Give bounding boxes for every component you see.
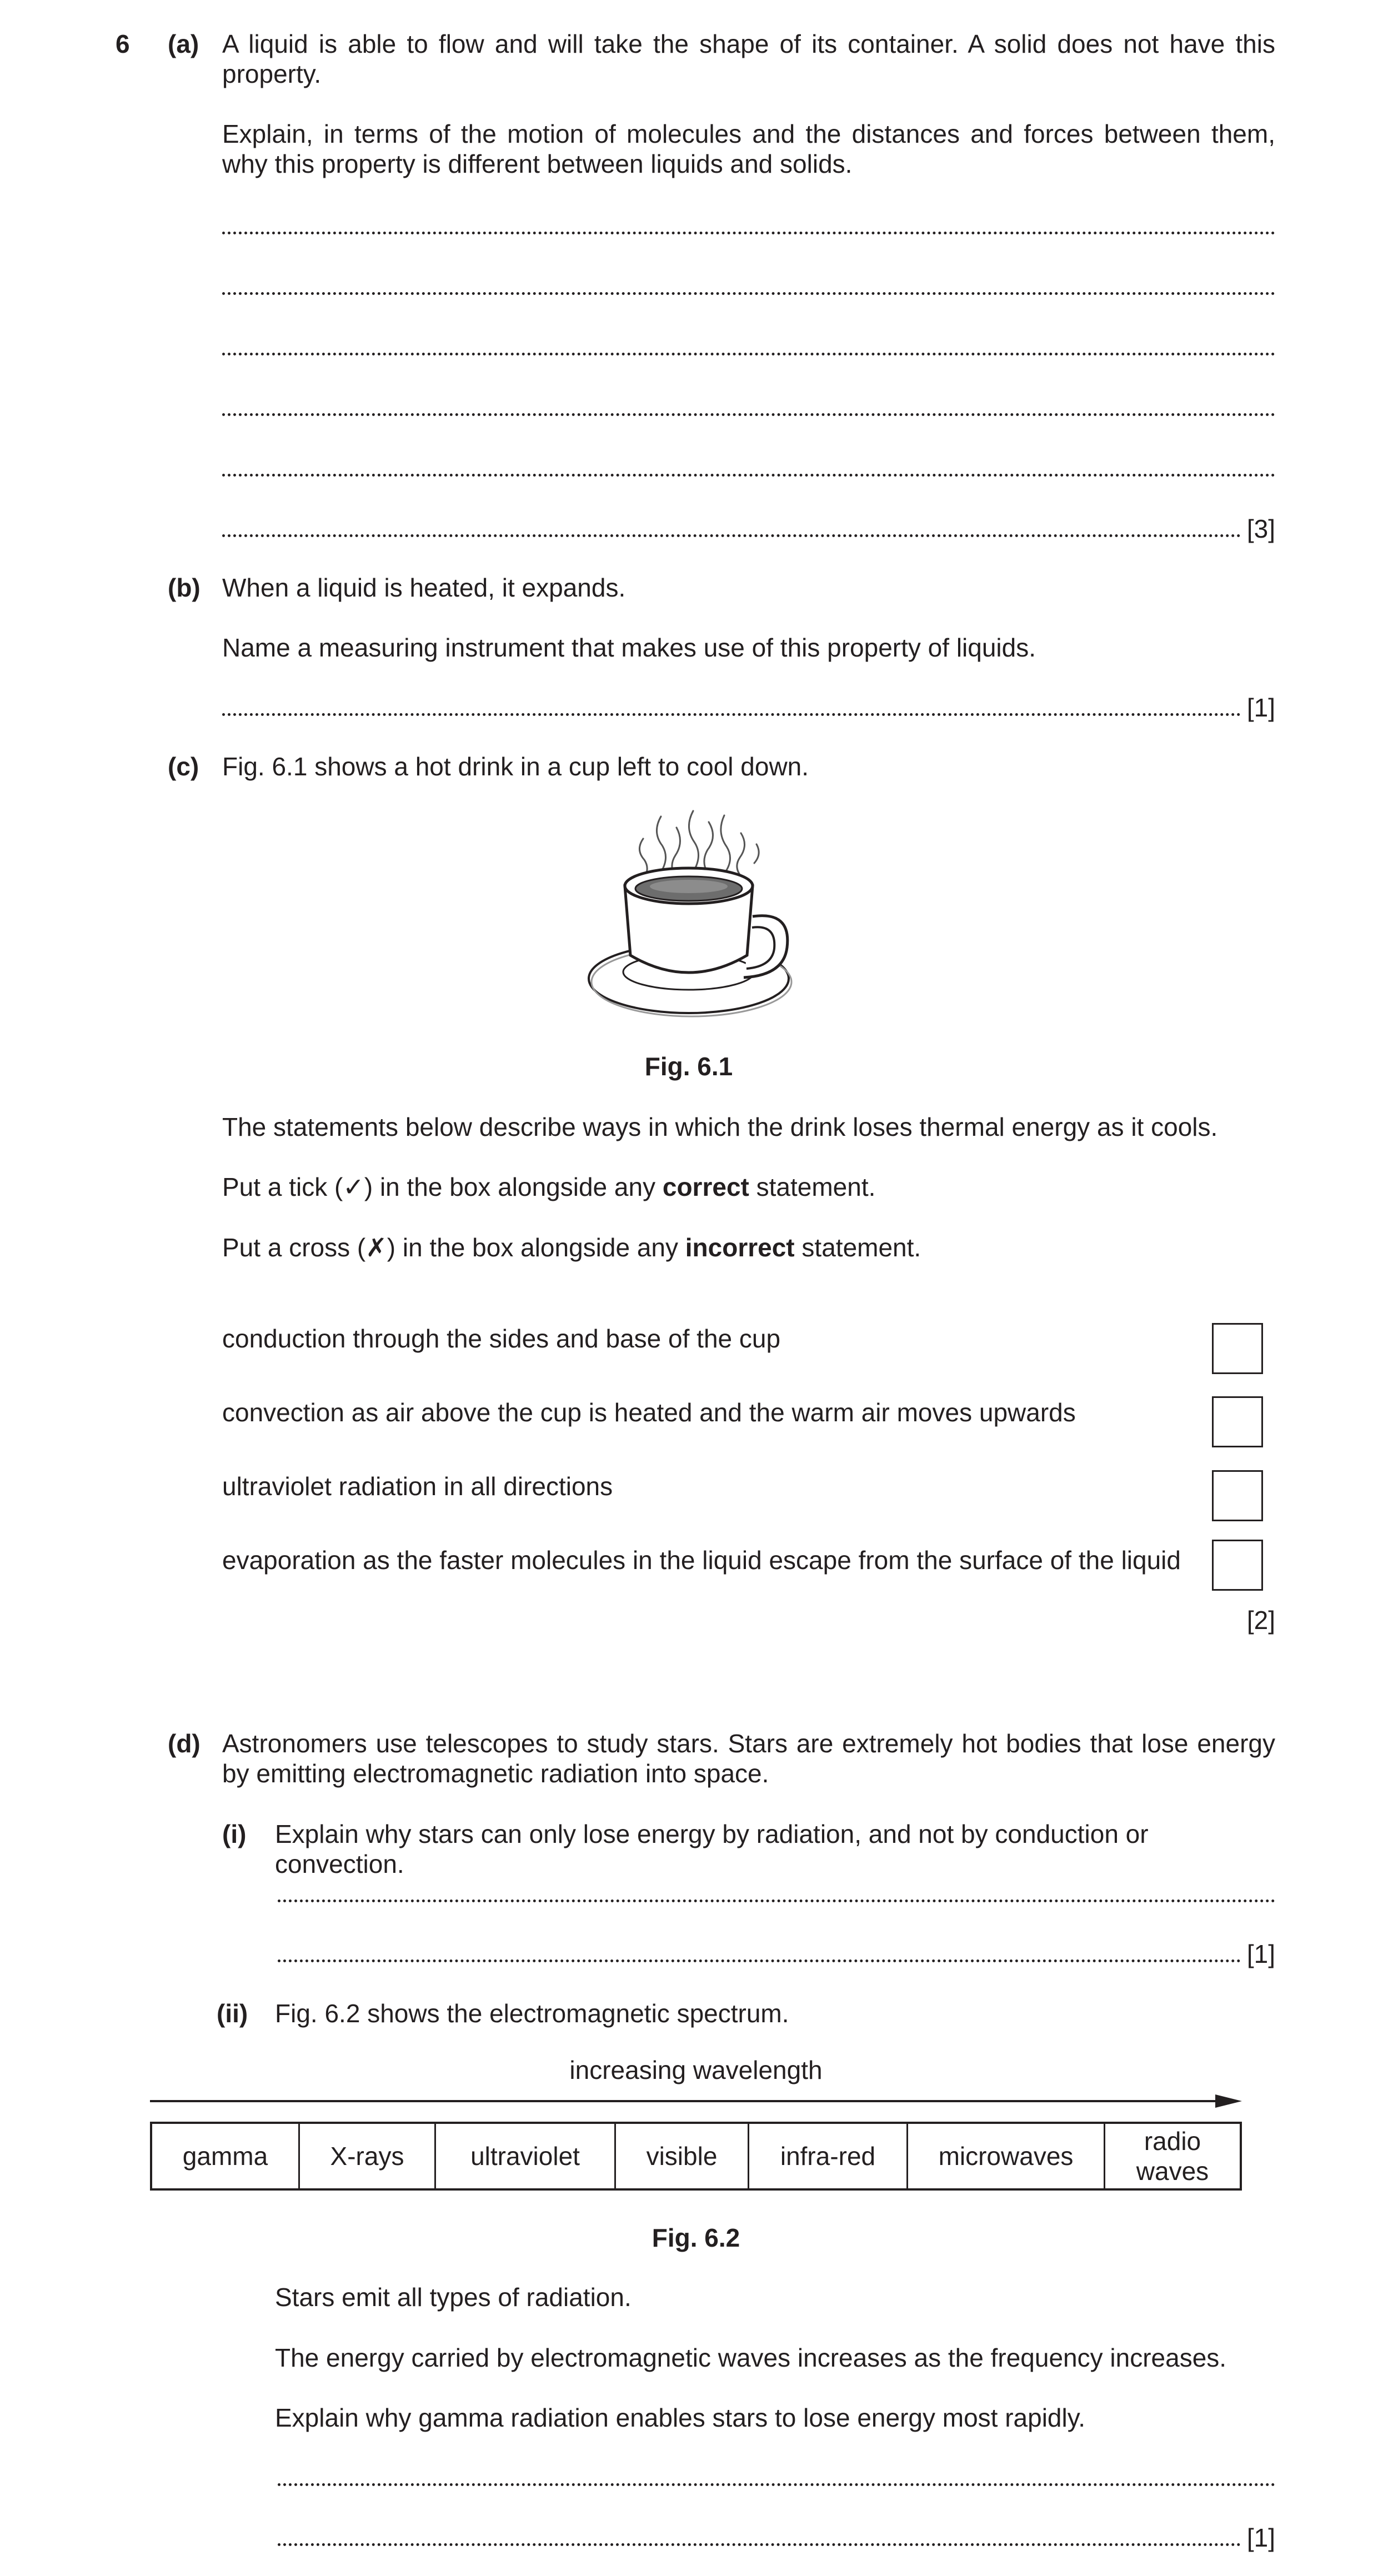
answer-box-ultraviolet[interactable] [1212,1470,1263,1521]
tick-symbol: ✓ [343,1172,364,1201]
answer-line[interactable] [222,332,1275,362]
tick-instruction: Put a tick (✓) in the box alongside any correct statement. [222,1172,876,1201]
spectrum-cell-visible: visible [616,2124,749,2188]
cross-instruction: Put a cross (✗) in the box alongside any incorrect statement. [222,1233,921,1262]
part-d-ii-text-2: The energy carried by electromagnetic waves increases as the frequency increases. [275,2343,1227,2372]
statement-convection: convection as air above the cup is heated and the warm air moves upwards [222,1398,1076,1427]
part-d-ii-text-3: Explain why gamma radiation enables stars to lose energy most rapidly. [275,2403,1086,2432]
mark-allocation: [1] [1246,1939,1275,1968]
answer-box-conduction[interactable] [1212,1323,1263,1374]
question-number: 6 [116,29,130,58]
answer-box-evaporation[interactable] [1212,1540,1263,1591]
answer-line-with-mark[interactable] [278,1939,1275,1969]
part-d-i-text: Explain why stars can only lose energy by radiation, and not by conduction or convection. [275,1820,1149,1878]
spectrum-cell-microwaves: microwaves [908,2124,1105,2188]
cross-symbol: ✗ [365,1233,387,1262]
answer-line-with-mark[interactable] [278,2523,1275,2553]
statement-ultraviolet: ultraviolet radiation in all directions [222,1472,613,1501]
spectrum-cell-x-rays: X-rays [300,2124,436,2188]
electromagnetic-spectrum-table [150,2122,1242,2191]
part-a-label: (a) [168,29,199,58]
part-b-label: (b) [168,573,201,602]
part-a-text-1: A liquid is able to flow and will take the shape of its container. A solid does not have this property. [222,29,1275,88]
part-c-intro: Fig. 6.1 shows a hot drink in a cup left to cool down. [222,752,809,781]
part-c-label: (c) [168,752,199,781]
answer-line-with-mark[interactable] [222,514,1275,544]
arrow-label: increasing wavelength [569,2056,823,2084]
mark-allocation: [3] [1246,514,1275,543]
spectrum-cell-ultraviolet: ultraviolet [436,2124,616,2188]
part-d-i-label: (i) [222,1820,247,1848]
mark-allocation: [2] [1246,1606,1275,1635]
answer-line[interactable] [222,393,1275,423]
part-d-ii-label: (ii) [217,1999,248,2028]
answer-line[interactable] [222,453,1275,483]
answer-box-convection[interactable] [1212,1396,1263,1447]
statement-conduction: conduction through the sides and base of the cup [222,1324,781,1353]
figure-caption-6-1: Fig. 6.1 [644,1052,733,1081]
part-d-ii-intro: Fig. 6.2 shows the electromagnetic spectrum. [275,1999,789,2028]
mark-allocation: [1] [1246,693,1275,722]
increasing-wavelength-arrow-icon [149,2093,1243,2109]
statement-evaporation: evaporation as the faster molecules in the liquid escape from the surface of the liquid [222,1546,1181,1575]
answer-line[interactable] [278,1879,1275,1909]
answer-line[interactable] [278,2463,1275,2493]
part-c-description: The statements below describe ways in which the drink loses thermal energy as it cools. [222,1112,1218,1141]
spectrum-cell-gamma: gamma [152,2124,300,2188]
answer-line-with-mark[interactable] [222,693,1275,723]
hot-drink-cup-illustration [578,805,800,1028]
part-d-intro: Astronomers use telescopes to study stars. Stars are extremely hot bodies that lose energy by emitting electromagnetic radiation into space. [222,1729,1275,1788]
spectrum-cell-infra-red: infra-red [749,2124,908,2188]
figure-caption-6-2: Fig. 6.2 [652,2223,740,2252]
part-d-ii-text-1: Stars emit all types of radiation. [275,2283,632,2312]
mark-allocation: [1] [1246,2523,1275,2552]
answer-line[interactable] [222,272,1275,302]
part-d-label: (d) [168,1729,201,1758]
spectrum-cell-radio-waves: radio waves [1136,2127,1209,2186]
part-b-text-2: Name a measuring instrument that makes use of this property of liquids. [222,633,1036,662]
part-a-text-2: Explain, in terms of the motion of molecules and the distances and forces between them, why this property is different between liquids and solids. [222,119,1275,178]
answer-line[interactable] [222,211,1275,241]
part-b-text-1: When a liquid is heated, it expands. [222,573,626,602]
